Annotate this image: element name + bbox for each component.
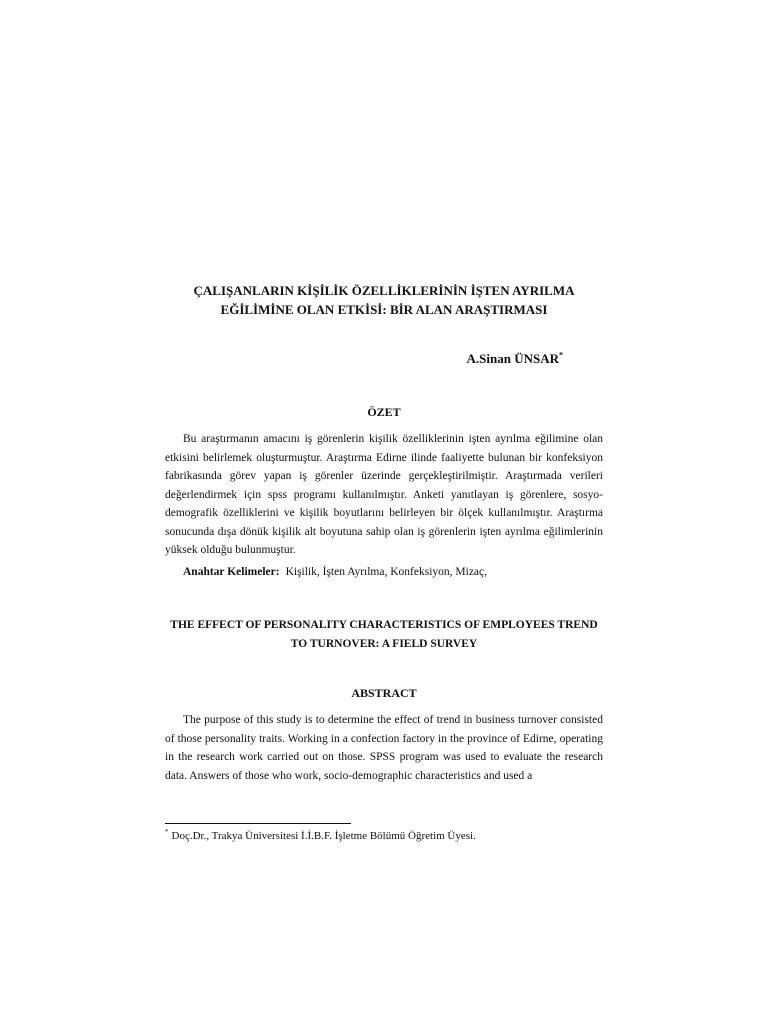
author-footnote-mark: * — [559, 350, 563, 360]
turkish-title-line-1: ÇALIŞANLARIN KİŞİLİK ÖZELLİKLERİNİN İŞTEN AYRILMA — [193, 283, 575, 298]
abstract-heading: ABSTRACT — [351, 686, 417, 700]
turkish-title-line-2: EĞİLİMİNE OLAN ETKİSİ: BİR ALAN ARAŞTIRMASI — [220, 302, 548, 317]
footnote-text: Doç.Dr., Trakya Üniversitesi İ.İ.B.F. İşletme Bölümü Öğretim Üyesi. — [171, 830, 476, 842]
footnote-mark: * — [165, 828, 169, 837]
author-name: A.Sinan ÜNSAR — [466, 351, 559, 366]
footnote-divider — [165, 823, 351, 824]
keywords-value: Kişilik, İşten Ayrılma, Konfeksiyon, Mizaç, — [285, 566, 488, 578]
turkish-title — [165, 281, 603, 319]
ozet-heading: ÖZET — [367, 405, 401, 419]
abstract-paragraph: The purpose of this study is to determine the effect of trend in business turnover consisted of those personality traits. Working in a confection factory in the province of Edirne, operating in the research work carried out on those. SPSS program was used to evaluate the research data. Answers of those who work, socio-demographic characteristics and used a — [165, 714, 603, 782]
english-title-line-1: THE EFFECT OF PERSONALITY CHARACTERISTICS OF EMPLOYEES TREND — [170, 619, 598, 631]
keywords-label: Anahtar Kelimeler: — [183, 566, 280, 578]
author-line — [467, 351, 563, 367]
keywords-line — [183, 566, 487, 578]
footnote — [165, 830, 476, 842]
english-title-line-2: TO TURNOVER: A FIELD SURVEY — [290, 638, 478, 650]
english-title — [165, 616, 603, 654]
ozet-paragraph: Bu araştırmanın amacını iş görenlerin kişilik özelliklerinin işten ayrılma eğilimine olan etkisini belirlemek oluşturmuştur. Araştırma Edirne ilinde faaliyette bulunan bir konfeksiyon fabrikasında görev yapan iş görenler üzerinde gerçekleştirilmiştir. Araştırmada verileri değerlendirmek için spss programı kullanılmıştır. Anketi yanıtlayan iş görenlere, sosyo-demografik özelliklerini ve kişilik boyutlarını belirleyen bir ölçek kullanılmıştır. Araştırma sonucunda dışa dönük kişilik alt boyutuna sahip olan iş görenlerin işten ayrılma eğilimlerinin yüksek olduğu bulunmuştur. — [165, 433, 603, 556]
